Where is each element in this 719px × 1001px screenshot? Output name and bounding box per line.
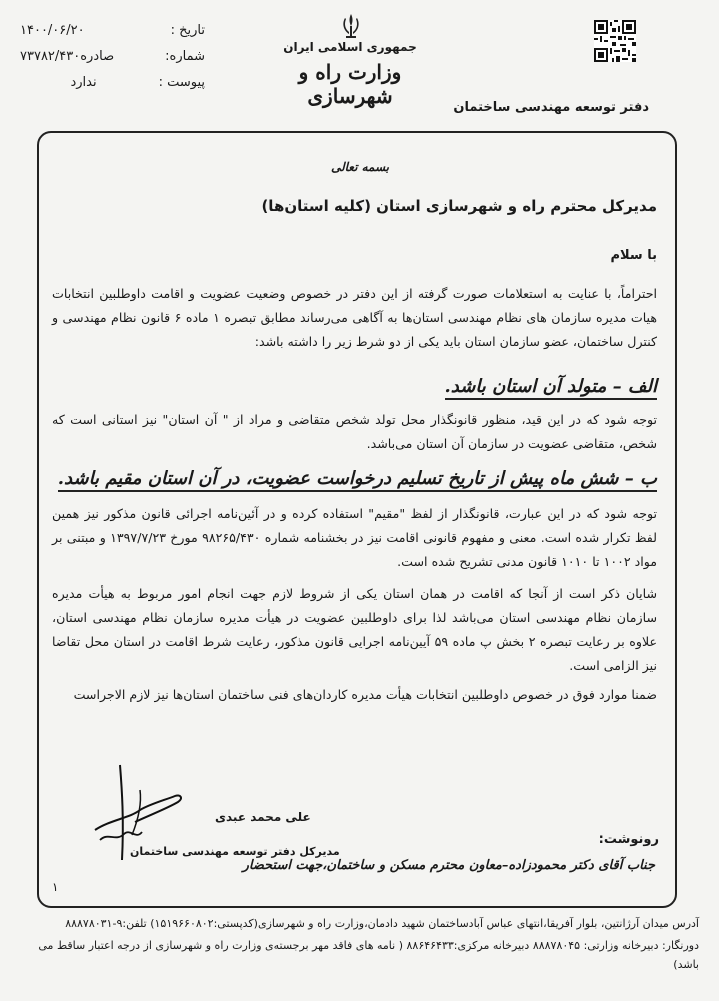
cc-recipient: جناب آقای دکتر محمودزاده–معاون محترم مسکن و ساختمان،جهت استحضار <box>242 858 655 873</box>
office-name: دفتر توسعه مهندسی ساختمان <box>453 100 649 115</box>
country-name: جمهوری اسلامی ایران <box>283 40 417 54</box>
number-label: شماره: <box>165 49 205 64</box>
cc-label: رونوشت: <box>598 832 659 847</box>
qr-code-icon <box>594 20 636 62</box>
paragraph-3: توجه شود که در این عبارت، قانونگذار از لفظ "مقیم" استفاده کرده و در آئین‌نامه اجرائی قانون مذکور نیز همین لفظ تکرار شده است. معنی و مفهوم قانونی اقامت نیز در بخشنامه شماره ۹۸۲۶۵/۴۳۰ مورخ ۱۳۹۷/۷/۲۳ و مبتنی بر مواد ۱۰۰۲ تا ۱۰۱۰ قانون مدنی تشریح شده است. <box>52 506 657 569</box>
page-number: ۱ <box>52 880 59 894</box>
heading-b <box>52 468 657 489</box>
heading-b-text: ب – شش ماه پیش از تاریخ تسلیم درخواست عضویت، در آن استان مقیم باشد. <box>58 468 657 492</box>
letter-meta <box>20 18 205 96</box>
footer-address: آدرس میدان آرژانتین، بلوار آفریقا،انتهای عباس آبادساختمان شهید دادمان،وزارت راه و شهرسازی(کدپستی:۱۵۱۹۶۶۰۸۰۲) تلفن:۹-۸۸۸۷۸۰۳۱ <box>65 917 699 930</box>
heading-a <box>52 376 657 397</box>
number-value: ۷۳۷۸۲/۴۳۰صادره <box>20 49 115 64</box>
attachment-value: ندارد <box>70 75 97 90</box>
paragraph-4: شایان ذکر است از آنجا که اقامت در همان استان یکی از شروط لازم جهت انجام امور مربوط به هیأت مدیره سازمان نظام مهندسی استان می‌باشد لذا برای داوطلبین عضویت در هیأت مدیره سازمان نظام مهندسی استان، علاوه بر رعایت تبصره ۲ بخش پ ماده ۵۹ آیین‌نامه اجرایی قانون مذکور، رعایت شرط اقامت در استان محل تقاضا نیز الزامی است. <box>52 586 658 673</box>
number-row <box>20 44 205 70</box>
attachment-row <box>20 70 205 96</box>
paragraph-5: ضمنا موارد فوق در خصوص داوطلبین انتخابات هیأت مدیره کاردان‌های فنی ساختمان استان‌ها نیز لازم الاجراست <box>73 687 657 702</box>
heading-a-text: الف – متولد آن استان باشد. <box>445 376 657 400</box>
recipient: مدیرکل محترم راه و شهرسازی استان (کلیه استان‌ها) <box>261 197 657 215</box>
signatory-title: مدیرکل دفتر توسعه مهندسی ساختمان <box>130 845 340 858</box>
date-label: تاریخ : <box>170 23 205 38</box>
greeting: با سلام <box>610 248 657 263</box>
date-value: ۱۴۰۰/۰۶/۲۰ <box>20 23 85 38</box>
bismillah: بسمه تعالی <box>330 160 390 174</box>
paragraph-1: احتراماً، با عنایت به استعلامات صورت گرفته از این دفتر در خصوص وضعیت عضویت و اقامت داوطلبین انتخابات هیات مدیره سازمان های نظام مهندسی استان‌ها به آگاهی می‌رساند مطابق تبصره ۱ ماده ۶ قانون نظام مهندسی و کنترل ساختمان، عضو سازمان استان باید یکی از دو شرط زیر را داشته باشد: <box>52 286 658 349</box>
footer-fax: دورنگار: دبیرخانه وزارتی: ۸۸۸۷۸۰۴۵ دبیرخانه مرکزی:۸۸۶۴۶۴۳۳ ( نامه های فاقد مهر برجسته‌ی وزارت راه و شهرسازی از درجه اعتبار ساقط می باشد) <box>38 939 699 971</box>
signatory-name: علی محمد عبدی <box>215 810 311 824</box>
paragraph-2: توجه شود که در این قید، منظور قانونگذار محل تولد شخص متقاضی و مراد از " آن استان" نیز استانی است که شخص، متقاضی عضویت در سازمان آن استان می‌باشد. <box>52 412 657 451</box>
ministry-name: وزارت راه و شهرسازی <box>298 60 402 108</box>
date-row <box>20 18 205 44</box>
attachment-label: پیوست : <box>158 75 205 90</box>
iran-emblem-icon <box>338 12 364 40</box>
